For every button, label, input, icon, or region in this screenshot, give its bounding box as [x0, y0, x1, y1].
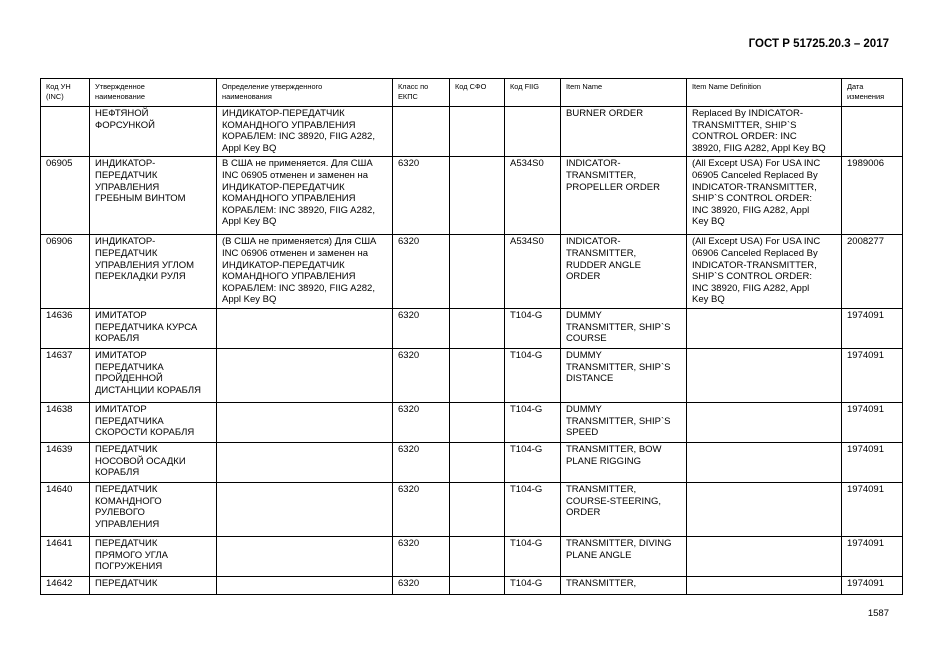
inc-cell: 14636	[41, 308, 90, 348]
item-name-cell: DUMMY TRANSMITTER, SHIP`S DISTANCE	[561, 348, 687, 402]
ekps-class-cell: 6320	[393, 482, 450, 536]
item-name-cell: DUMMY TRANSMITTER, SHIP`S COURSE	[561, 308, 687, 348]
fiig-code-cell	[505, 107, 561, 157]
table-row	[41, 402, 903, 442]
inc-cell: 06906	[41, 235, 90, 309]
table-row	[41, 157, 903, 235]
fiig-code-cell: T104-G	[505, 402, 561, 442]
definition-cell	[217, 442, 393, 482]
item-name-cell: TRANSMITTER, BOW PLANE RIGGING	[561, 442, 687, 482]
approved-name-cell: НЕФТЯНОЙ ФОРСУНКОЙ	[90, 107, 217, 157]
column-header-item-name-definition: Item Name Definition	[687, 79, 842, 107]
item-name-definition-cell	[687, 348, 842, 402]
inc-cell: 14642	[41, 576, 90, 594]
page-number: 1587	[867, 608, 889, 619]
column-header-item-name: Item Name	[561, 79, 687, 107]
table-row	[41, 308, 903, 348]
item-name-cell: DUMMY TRANSMITTER, SHIP`S SPEED	[561, 402, 687, 442]
inc-cell: 14641	[41, 536, 90, 576]
ekps-class-cell: 6320	[393, 576, 450, 594]
change-date-cell: 1974091	[842, 348, 903, 402]
table-header-row	[41, 79, 903, 107]
change-date-cell: 1974091	[842, 536, 903, 576]
ekps-class-cell: 6320	[393, 348, 450, 402]
sfo-code-cell	[450, 235, 505, 309]
item-name-definition-cell: (All Except USA) For USA INC 06906 Canceled Replaced By INDICATOR-TRANSMITTER, SHIP`S CONTROL ORDER: INC 38920, FIIG A282, Appl Key BQ	[687, 235, 842, 309]
change-date-cell: 1989006	[842, 157, 903, 235]
approved-name-cell: ПЕРЕДАТЧИК ПРЯМОГО УГЛА ПОГРУЖЕНИЯ	[90, 536, 217, 576]
inc-cell	[41, 107, 90, 157]
approved-name-cell: ИНДИКАТОР- ПЕРЕДАТЧИК УПРАВЛЕНИЯ УГЛОМ ПЕРЕКЛАДКИ РУЛЯ	[90, 235, 217, 309]
change-date-cell: 2008277	[842, 235, 903, 309]
sfo-code-cell	[450, 402, 505, 442]
column-header-inc: Код УН (INC)	[41, 79, 90, 107]
fiig-code-cell: T104-G	[505, 482, 561, 536]
fiig-code-cell: A534S0	[505, 157, 561, 235]
column-header-change-date: Дата изменения	[842, 79, 903, 107]
table-row	[41, 576, 903, 594]
sfo-code-cell	[450, 157, 505, 235]
fiig-code-cell: T104-G	[505, 536, 561, 576]
table-row	[41, 348, 903, 402]
table-row	[41, 235, 903, 309]
table-body	[41, 107, 903, 595]
change-date-cell: 1974091	[842, 308, 903, 348]
definition-cell: ИНДИКАТОР-ПЕРЕДАТЧИК КОМАНДНОГО УПРАВЛЕНИЯ КОРАБЛЕМ: INC 38920, FIIG A282, Appl Key BQ	[217, 107, 393, 157]
table-row	[41, 482, 903, 536]
item-name-definition-cell	[687, 482, 842, 536]
column-header-fiig-code: Код FIIG	[505, 79, 561, 107]
item-name-cell: TRANSMITTER,	[561, 576, 687, 594]
approved-name-cell: ИМИТАТОР ПЕРЕДАТЧИКА СКОРОСТИ КОРАБЛЯ	[90, 402, 217, 442]
definition-cell	[217, 402, 393, 442]
sfo-code-cell	[450, 348, 505, 402]
ekps-class-cell: 6320	[393, 402, 450, 442]
inc-cell: 14637	[41, 348, 90, 402]
change-date-cell: 1974091	[842, 576, 903, 594]
item-name-definition-cell: Replaced By INDICATOR- TRANSMITTER, SHIP`S CONTROL ORDER: INC 38920, FIIG A282, Appl Key BQ	[687, 107, 842, 157]
approved-name-cell: ИМИТАТОР ПЕРЕДАТЧИКА ПРОЙДЕННОЙ ДИСТАНЦИИ КОРАБЛЯ	[90, 348, 217, 402]
inc-cell: 14639	[41, 442, 90, 482]
item-name-cell: TRANSMITTER, DIVING PLANE ANGLE	[561, 536, 687, 576]
definition-cell	[217, 576, 393, 594]
definition-cell	[217, 308, 393, 348]
sfo-code-cell	[450, 576, 505, 594]
ekps-class-cell	[393, 107, 450, 157]
approved-name-cell: ИМИТАТОР ПЕРЕДАТЧИКА КУРСА КОРАБЛЯ	[90, 308, 217, 348]
change-date-cell: 1974091	[842, 442, 903, 482]
definition-cell	[217, 482, 393, 536]
change-date-cell	[842, 107, 903, 157]
item-name-cell: INDICATOR- TRANSMITTER, RUDDER ANGLE ORDER	[561, 235, 687, 309]
column-header-approved-name: Утвержденное наименование	[90, 79, 217, 107]
fiig-code-cell: A534S0	[505, 235, 561, 309]
sfo-code-cell	[450, 107, 505, 157]
fiig-code-cell: T104-G	[505, 308, 561, 348]
item-name-definition-cell	[687, 536, 842, 576]
ekps-class-cell: 6320	[393, 157, 450, 235]
column-header-sfo-code: Код СФО	[450, 79, 505, 107]
table-row	[41, 536, 903, 576]
ekps-class-cell: 6320	[393, 442, 450, 482]
fiig-code-cell: T104-G	[505, 442, 561, 482]
approved-name-cell: ПЕРЕДАТЧИК	[90, 576, 217, 594]
change-date-cell: 1974091	[842, 482, 903, 536]
item-name-definition-cell	[687, 442, 842, 482]
item-name-definition-cell	[687, 576, 842, 594]
items-table	[40, 78, 903, 595]
table-row	[41, 107, 903, 157]
item-name-definition-cell	[687, 308, 842, 348]
definition-cell: (В США не применяется) Для США INC 06906 отменен и заменен на ИНДИКАТОР-ПЕРЕДАТЧИК КОМАНДНОГО УПРАВЛЕНИЯ КОРАБЛЕМ: INC 38920, FIIG A282, Appl Key BQ	[217, 235, 393, 309]
ekps-class-cell: 6320	[393, 536, 450, 576]
item-name-definition-cell	[687, 402, 842, 442]
item-name-definition-cell: (All Except USA) For USA INC 06905 Canceled Replaced By INDICATOR-TRANSMITTER, SHIP`S CONTROL ORDER: INC 38920, FIIG A282, Appl Key BQ	[687, 157, 842, 235]
fiig-code-cell: T104-G	[505, 348, 561, 402]
approved-name-cell: ПЕРЕДАТЧИК НОСОВОЙ ОСАДКИ КОРАБЛЯ	[90, 442, 217, 482]
sfo-code-cell	[450, 536, 505, 576]
definition-cell	[217, 348, 393, 402]
ekps-class-cell: 6320	[393, 308, 450, 348]
table-row	[41, 442, 903, 482]
sfo-code-cell	[450, 308, 505, 348]
sfo-code-cell	[450, 442, 505, 482]
column-header-definition: Определение утвержденного наименования	[217, 79, 393, 107]
inc-cell: 14638	[41, 402, 90, 442]
document-header: ГОСТ Р 51725.20.3 – 2017	[748, 38, 889, 50]
item-name-cell: INDICATOR- TRANSMITTER, PROPELLER ORDER	[561, 157, 687, 235]
inc-cell: 14640	[41, 482, 90, 536]
ekps-class-cell: 6320	[393, 235, 450, 309]
definition-cell	[217, 536, 393, 576]
sfo-code-cell	[450, 482, 505, 536]
inc-cell: 06905	[41, 157, 90, 235]
definition-cell: В США не применяется. Для США INC 06905 отменен и заменен на ИНДИКАТОР-ПЕРЕДАТЧИК КОМАНДНОГО УПРАВЛЕНИЯ КОРАБЛЕМ: INC 38920, FIIG A282, Appl Key BQ	[217, 157, 393, 235]
change-date-cell: 1974091	[842, 402, 903, 442]
column-header-ekps-class: Класс по ЕКПС	[393, 79, 450, 107]
item-name-cell: TRANSMITTER, COURSE-STEERING, ORDER	[561, 482, 687, 536]
item-name-cell: BURNER ORDER	[561, 107, 687, 157]
approved-name-cell: ПЕРЕДАТЧИК КОМАНДНОГО РУЛЕВОГО УПРАВЛЕНИЯ	[90, 482, 217, 536]
approved-name-cell: ИНДИКАТОР- ПЕРЕДАТЧИК УПРАВЛЕНИЯ ГРЕБНЫМ ВИНТОМ	[90, 157, 217, 235]
fiig-code-cell: T104-G	[505, 576, 561, 594]
